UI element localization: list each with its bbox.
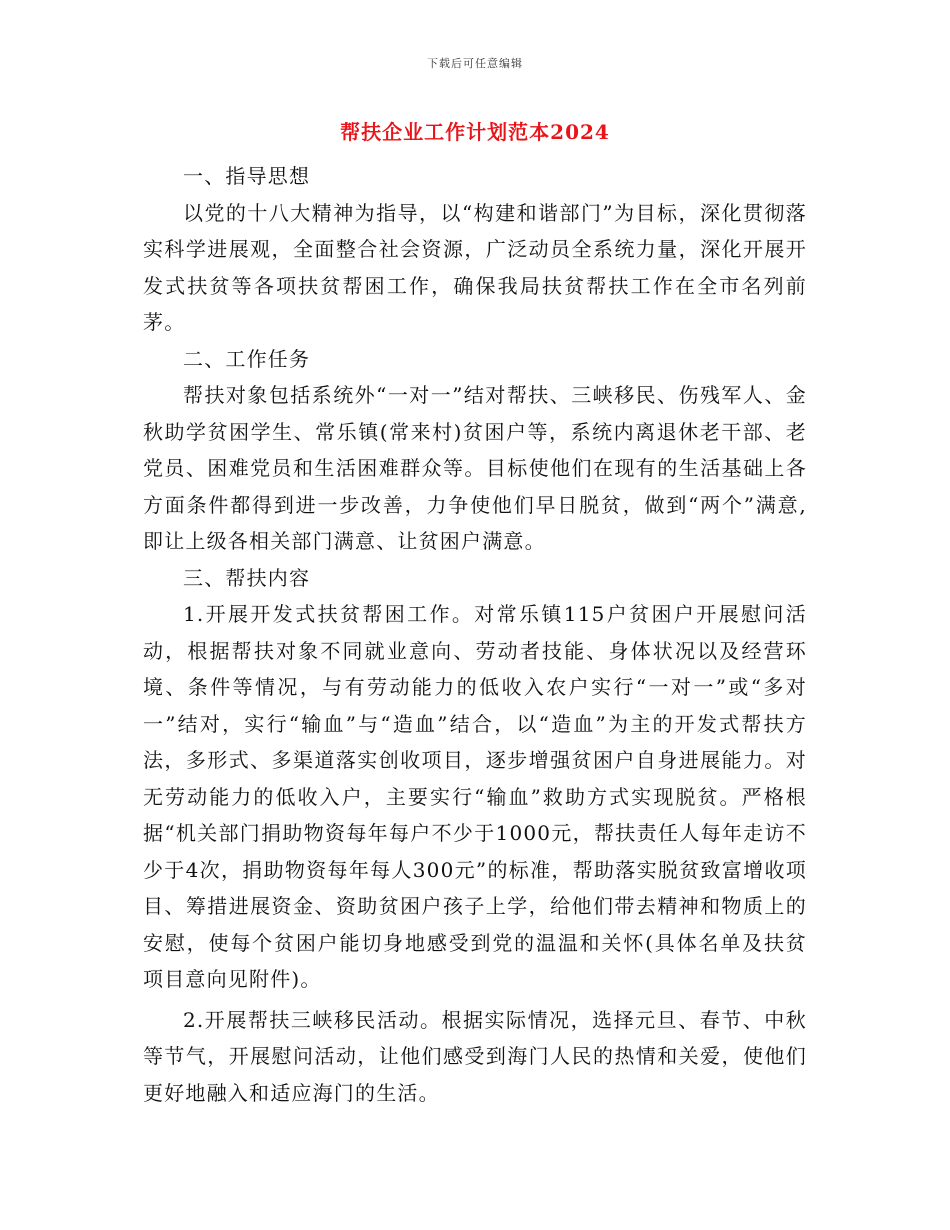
section-heading-assistance-content: 三、帮扶内容	[183, 565, 311, 590]
paragraph-assistance-item-1: 1.开展开发式扶贫帮困工作。对常乐镇115户贫困户开展慰问活动，根据帮扶对象不同就业意向、劳动者技能、身体状况以及经营环境、条件等情况，与有劳动能力的低收入农户实行“一对一”或“多对一”结对，实行“输血”与“造血”结合，以“造血”为主的开发式帮扶方法，多形式、多渠道落实创收项目，逐步增强贫困户自身进展能力。对无劳动能力的低收入户，主要实行“输血”救助方式实现脱贫。严格根据“机关部门捐助物资每年每户不少于1000元，帮扶责任人每年走访不少于4次，捐助物资每年每人300元”的标准，帮助落实脱贫致富增收项目、筹措进展资金、资助贫困户孩子上学，给他们带去精神和物质上的安慰，使每个贫困户能切身地感受到党的温温和关怀(具体名单及扶贫项目意向见附件)。	[143, 602, 807, 991]
section-heading-work-tasks: 二、工作任务	[183, 346, 311, 371]
document-body	[143, 158, 807, 1111]
paragraph-guiding-ideology: 以党的十八大精神为指导，以“构建和谐部门”为目标，深化贯彻落实科学进展观，全面整合社会资源，广泛动员全系统力量，深化开展开发式扶贫等各项扶贫帮困工作，确保我局扶贫帮扶工作在全市名列前茅。	[143, 200, 807, 334]
paragraph-assistance-item-2: 2.开展帮扶三峡移民活动。根据实际情况，选择元旦、春节、中秋等节气，开展慰问活动，让他们感受到海门人民的热情和关爱，使他们更好地融入和适应海门的生活。	[143, 1007, 807, 1105]
section-heading-guiding-ideology: 一、指导思想	[183, 164, 311, 188]
document-title: 帮扶企业工作计划范本2024	[340, 120, 610, 144]
paragraph-work-tasks: 帮扶对象包括系统外“一对一”结对帮扶、三峡移民、伤残军人、金秋助学贫困学生、常乐镇(常来村)贫困户等，系统内离退休老干部、老党员、困难党员和生活困难群众等。目标使他们在现有的生活基础上各方面条件都得到进一步改善，力争使他们早日脱贫，做到“两个”满意,即让上级各相关部门满意、让贫困户满意。	[143, 383, 807, 553]
header-note: 下载后可任意编辑	[427, 57, 523, 70]
